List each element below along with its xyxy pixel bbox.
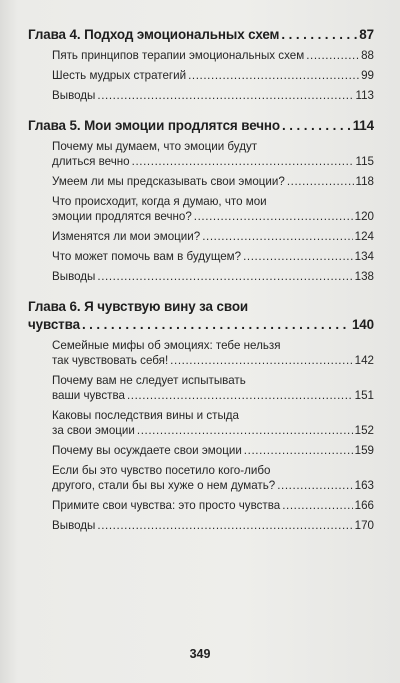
section-title-line1: Если бы это чувство посетило кого-либо [52,464,271,477]
dot-leader [97,518,352,533]
section-title: Выводы [52,89,96,102]
section-entry [52,408,374,438]
chapter-page-number: 114 [352,118,374,133]
section-page-number: 151 [354,389,374,402]
dot-leader [97,269,352,284]
dot-leader [82,316,350,334]
chapter-title-text: Глава 4. Подход эмоциональных схем [28,27,280,42]
table-of-contents [28,26,374,543]
chapter-title [28,117,374,135]
page-number-footer: 349 [189,647,211,661]
dot-leader [137,423,353,438]
section-title: Шесть мудрых стратегий [52,69,187,82]
section-page-number: 142 [354,354,374,367]
section-page-number: 115 [355,155,374,168]
section-title: Что может помочь вам в будущем? [52,250,242,263]
section-title: за свои эмоции [52,424,135,437]
section-entry [52,373,374,403]
chapter-title [28,26,374,44]
chapter-4 [28,26,374,103]
dot-leader [194,209,353,224]
section-entry [52,443,374,458]
section-title: Выводы [52,270,96,283]
section-title-line1: Почему вам не следует испытывать [52,374,246,387]
section-page-number: 88 [361,49,374,62]
section-page-number: 138 [354,270,374,283]
section-page-number: 152 [354,424,374,437]
chapter-title-text: Глава 5. Мои эмоции продлятся вечно [28,118,280,133]
section-page-number: 113 [355,89,374,102]
dot-leader [282,498,352,513]
dot-leader [188,68,359,83]
section-page-number: 134 [354,250,374,263]
section-entry [52,68,374,83]
dot-leader [243,249,353,264]
section-entry [52,194,374,224]
section-page-number: 166 [354,499,374,512]
dot-leader [282,117,351,135]
section-entry [52,249,374,264]
section-list [28,338,374,533]
section-title: эмоции продлятся вечно? [52,210,192,223]
section-page-number: 159 [354,444,374,457]
section-entry [52,269,374,284]
dot-leader [281,26,357,44]
section-entry [52,498,374,513]
section-entry [52,174,374,189]
section-entry [52,229,374,244]
dot-leader [202,229,352,244]
section-title: Изменятся ли мои эмоции? [52,230,201,243]
chapter-page-number: 140 [351,317,374,332]
dot-leader [127,388,353,403]
section-title: длиться вечно [52,155,130,168]
section-title: так чувствовать себя! [52,354,169,367]
section-title-line1: Почему мы думаем, что эмоции будут [52,140,258,153]
section-page-number: 118 [355,175,374,188]
section-page-number: 99 [361,69,374,82]
section-page-number: 120 [354,210,374,223]
chapter-title-text: чувства [28,317,80,332]
chapter-6 [28,298,374,533]
section-entry [52,139,374,169]
chapter-title [28,298,374,334]
section-page-number: 163 [354,479,374,492]
section-title: Почему вы осуждаете свои эмоции [52,444,242,457]
dot-leader [306,48,359,63]
section-title: ваши чувства [52,389,125,402]
section-title: Пять принципов терапии эмоциональных схем [52,49,305,62]
dot-leader [170,353,352,368]
section-list [28,48,374,103]
dot-leader [132,154,354,169]
section-entry [52,48,374,63]
section-page-number: 124 [354,230,374,243]
section-entry [52,463,374,493]
section-title: другого, стали бы вы хуже о нем думать? [52,479,276,492]
section-page-number: 170 [354,519,374,532]
dot-leader [287,174,354,189]
chapter-5 [28,117,374,284]
section-title-line1: Семейные мифы об эмоциях: тебе нельзя [52,339,281,352]
section-title-line1: Каковы последствия вины и стыда [52,409,239,422]
section-title: Примите свои чувства: это просто чувства [52,499,281,512]
section-entry [52,88,374,103]
chapter-title-line1: Глава 6. Я чувствую вину за свои [28,299,249,314]
dot-leader [277,478,352,493]
section-title-line1: Что происходит, когда я думаю, что мои [52,195,267,208]
section-title: Умеем ли мы предсказывать свои эмоции? [52,175,285,188]
section-title: Выводы [52,519,96,532]
section-list [28,139,374,284]
section-entry [52,338,374,368]
dot-leader [244,443,353,458]
dot-leader [97,88,353,103]
chapter-page-number: 87 [359,27,374,42]
section-entry [52,518,374,533]
